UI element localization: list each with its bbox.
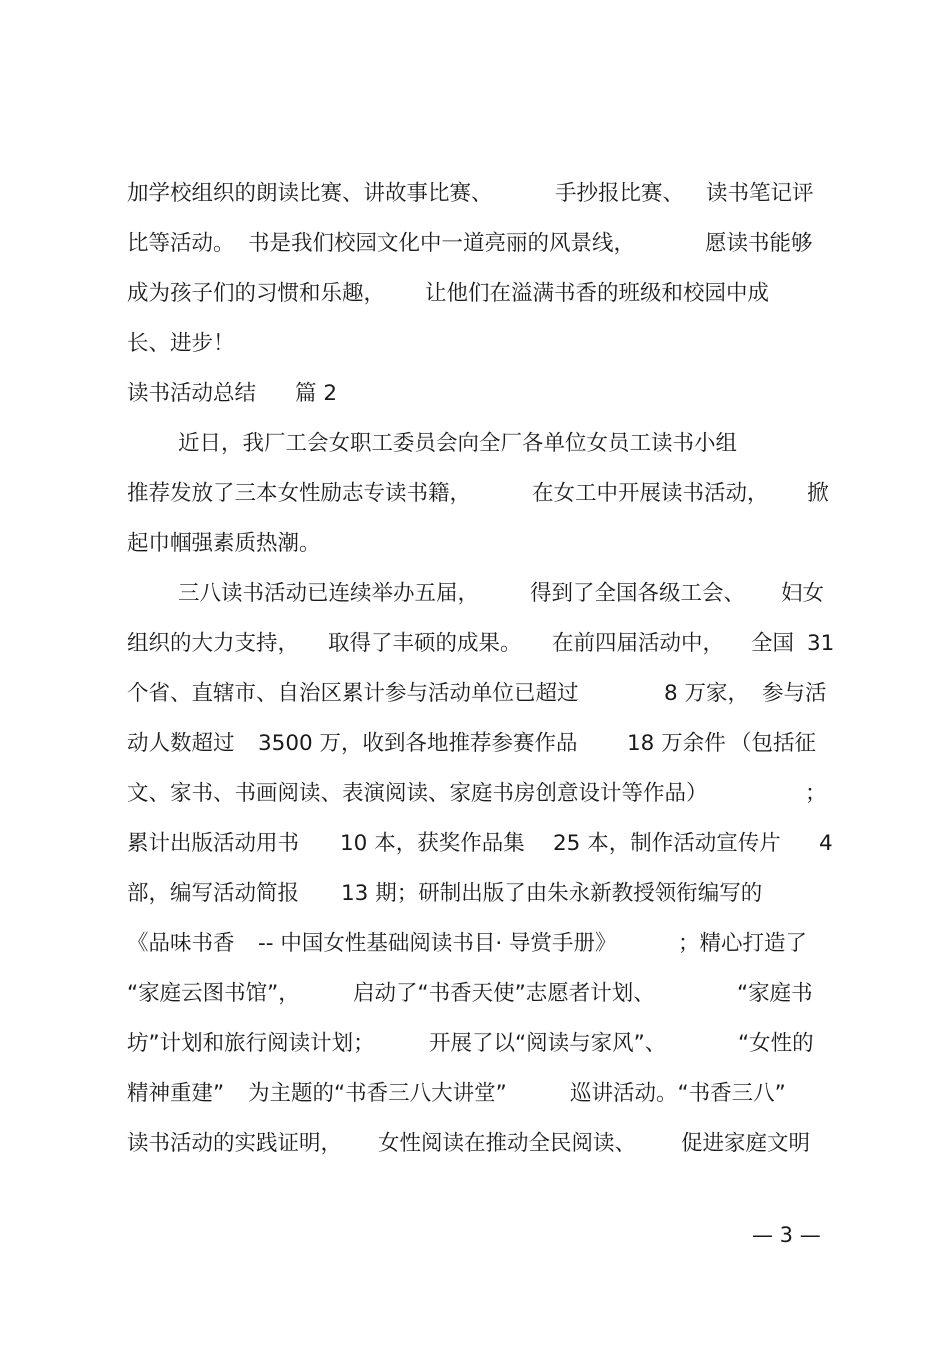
text-segment: 坊”计划和旅行阅读计划； — [127, 1031, 375, 1056]
text-segment: 全国 — [751, 631, 795, 656]
text-segment: 愿读书能够 — [705, 231, 813, 256]
text-segment: 掀 — [807, 481, 829, 506]
text-line — [0, 874, 950, 914]
page-number: — 3 — — [752, 1223, 821, 1247]
text-segment: 3500 万，收到各地推荐参赛作品 — [258, 731, 578, 756]
text-segment: “女性的 — [738, 1031, 814, 1056]
text-segment: 三八读书活动已连续举办五届， — [178, 581, 480, 606]
text-segment: 手抄报比赛、 — [555, 181, 685, 206]
text-segment: “家庭书 — [737, 981, 813, 1006]
text-segment: 促进家庭文明 — [681, 1131, 811, 1156]
text-line — [0, 1074, 950, 1114]
text-segment: 书是我们校园文化中一道亮丽的风景线， — [248, 231, 636, 256]
text-segment: ； — [805, 781, 827, 806]
text-segment: 部，编写活动简报 — [127, 881, 300, 906]
section-heading — [0, 374, 950, 414]
text-segment: 在前四届活动中， — [552, 631, 725, 656]
text-segment: -- 中国女性基础阅读书目· 导赏手册》 — [258, 931, 617, 956]
text-line — [0, 674, 950, 714]
text-segment: 10 本，获奖作品集 — [340, 831, 525, 856]
text-line — [0, 274, 950, 314]
text-segment: 4 — [819, 831, 833, 856]
text-line — [0, 1024, 950, 1064]
text-segment: 成为孩子们的习惯和乐趣， — [127, 281, 386, 306]
text-segment: 8 万家， — [664, 681, 750, 706]
text-segment: 《品味书香 — [127, 931, 235, 956]
text-line — [0, 524, 950, 564]
text-line — [0, 174, 950, 214]
text-line — [0, 824, 950, 864]
text-segment: 31 — [807, 631, 835, 656]
text-segment: 累计出版活动用书 — [127, 831, 300, 856]
text-line — [0, 724, 950, 764]
text-line — [0, 424, 950, 464]
text-segment: 文、家书、书画阅读、表演阅读、家庭书房创意设计等作品） — [127, 781, 708, 806]
text-segment: 巡讲活动。“书香三八” — [570, 1081, 786, 1106]
text-segment: 得到了全国各级工会、 — [530, 581, 746, 606]
text-segment: 起巾帼强素质热潮。 — [127, 531, 321, 556]
text-segment: 启动了“书香天使”志愿者计划、 — [353, 981, 655, 1006]
text-segment: 近日，我厂工会女职工委员会向全厂各单位女员工读书小组 — [178, 431, 738, 456]
text-segment: 个省、直辖市、自治区累计参与活动单位已超过 — [127, 681, 579, 706]
text-segment: 精神重建” — [127, 1081, 225, 1106]
text-segment: 比等活动。 — [127, 231, 235, 256]
text-segment: 取得了丰硕的成果。 — [328, 631, 522, 656]
text-segment: 为主题的“书香三八大讲堂” — [248, 1081, 507, 1106]
text-segment: ；精心打造了 — [678, 931, 808, 956]
text-line — [0, 224, 950, 264]
text-segment: 在女工中开展读书活动， — [532, 481, 769, 506]
text-line — [0, 624, 950, 664]
text-segment: 25 本，制作活动宣传片 — [553, 831, 781, 856]
text-segment: 参与活 — [762, 681, 827, 706]
text-line — [0, 924, 950, 964]
text-line — [0, 1124, 950, 1164]
text-segment: 推荐发放了三本女性励志专读书籍， — [127, 481, 472, 506]
text-segment: 加学校组织的朗读比赛、讲故事比赛、 — [127, 181, 493, 206]
heading-title: 读书活动总结 — [127, 381, 257, 406]
text-line — [0, 574, 950, 614]
text-segment: 女性阅读在推动全民阅读、 — [378, 1131, 637, 1156]
text-segment: 开展了以“阅读与家风”、 — [429, 1031, 667, 1056]
text-segment: 组织的大力支持， — [127, 631, 300, 656]
text-segment: “家庭云图书馆”， — [127, 981, 300, 1006]
text-line — [0, 974, 950, 1014]
text-line — [0, 774, 950, 814]
text-segment: （包括征 — [730, 731, 817, 756]
text-segment: 13 期；研制出版了由朱永新教授领衔编写的 — [341, 881, 763, 906]
text-line — [0, 324, 950, 364]
heading-number: 篇 2 — [295, 381, 338, 406]
text-line — [0, 474, 950, 514]
text-segment: 妇女 — [781, 581, 825, 606]
text-segment: 读书笔记评 — [706, 181, 814, 206]
text-segment: 18 万余件 — [627, 731, 726, 756]
text-segment: 读书活动的实践证明， — [127, 1131, 343, 1156]
text-segment: 长、进步！ — [127, 331, 235, 356]
text-segment: 动人数超过 — [127, 731, 235, 756]
text-segment: 让他们在溢满书香的班级和校园中成 — [425, 281, 770, 306]
